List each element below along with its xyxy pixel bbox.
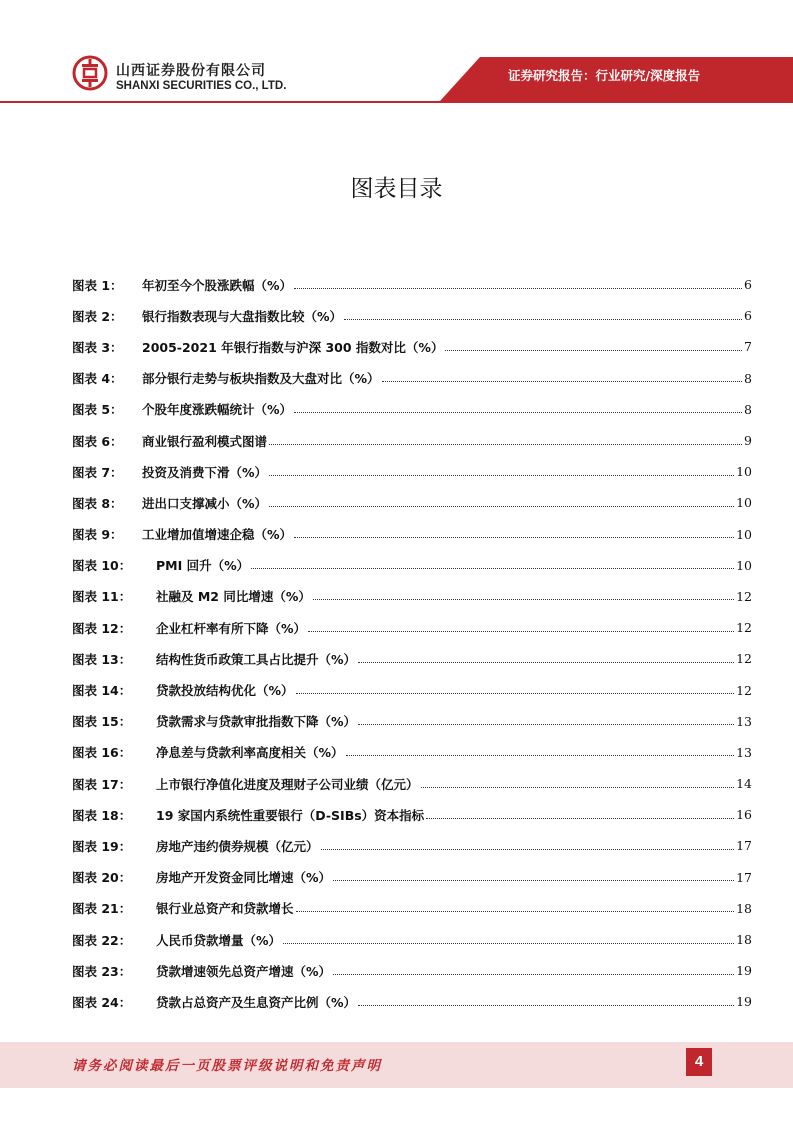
toc-entry-title: 净息差与贷款利率高度相关（%） xyxy=(156,745,344,761)
toc-entry-label: 图表 18： xyxy=(72,807,132,823)
toc-entry-title: 房地产违约债券规模（亿元） xyxy=(156,838,319,854)
toc-entry-label: 图表 1： xyxy=(72,277,123,293)
toc-entry-title: 进出口支撑减小（%） xyxy=(142,495,268,511)
toc-entry-label: 图表 23： xyxy=(72,963,132,979)
company-logo-icon xyxy=(72,55,108,91)
toc-entry-page: 12 xyxy=(736,588,752,604)
toc-entry-page: 10 xyxy=(736,557,752,573)
toc-entry-page: 12 xyxy=(736,682,752,698)
toc-dot-leader xyxy=(296,910,735,912)
toc-entry-label: 图表 15： xyxy=(72,714,132,730)
toc-entry-title: 结构性货币政策工具占比提升（%） xyxy=(156,651,357,667)
page-title: 图表目录 xyxy=(350,176,443,202)
toc-entry[interactable] xyxy=(72,799,752,830)
toc-entry-page: 10 xyxy=(736,495,752,511)
report-type-banner: 证券研究报告：行业研究/深度报告 xyxy=(508,68,701,83)
toc-dot-leader xyxy=(358,661,734,663)
toc-entry-title: 上市银行净值化进度及理财子公司业绩（亿元） xyxy=(156,776,419,792)
toc-entry-label: 图表 2： xyxy=(72,308,123,324)
toc-entry-label: 图表 13： xyxy=(72,651,132,667)
toc-entry[interactable] xyxy=(72,487,752,518)
toc-entry-title: 贷款增速领先总资产增速（%） xyxy=(156,963,332,979)
toc-entry-label: 图表 4： xyxy=(72,371,123,387)
toc-entry[interactable] xyxy=(72,456,752,487)
toc-entry-label: 图表 11： xyxy=(72,589,132,605)
toc-entry-title: 银行指数表现与大盘指数比较（%） xyxy=(142,308,343,324)
page-header xyxy=(0,0,793,110)
toc-entry-page: 6 xyxy=(744,308,752,324)
toc-entry-label: 图表 17： xyxy=(72,776,132,792)
toc-entry-label: 图表 14： xyxy=(72,683,132,699)
toc-entry-page: 17 xyxy=(736,869,752,885)
toc-entry[interactable] xyxy=(72,394,752,425)
toc-entry-label: 图表 7： xyxy=(72,464,123,480)
toc-dot-leader xyxy=(333,879,734,881)
toc-dot-leader xyxy=(426,817,734,819)
toc-entry-label: 图表 9： xyxy=(72,527,123,543)
header-divider xyxy=(0,101,793,103)
toc-entry-label: 图表 20： xyxy=(72,870,132,886)
toc-entry-title: 工业增加值增速企稳（%） xyxy=(142,527,293,543)
toc-entry-title: 社融及 M2 同比增速（%） xyxy=(156,589,311,605)
toc-entry-page: 12 xyxy=(736,651,752,667)
company-name-en: SHANXI SECURITIES CO., LTD. xyxy=(116,80,287,92)
toc-entry[interactable] xyxy=(72,737,752,768)
toc-entry[interactable] xyxy=(72,674,752,705)
toc-entry[interactable] xyxy=(72,300,752,331)
toc-entry-label: 图表 19： xyxy=(72,838,132,854)
toc-entry-label: 图表 10： xyxy=(72,558,132,574)
toc-entry-page: 18 xyxy=(736,932,752,948)
toc-entry[interactable] xyxy=(72,519,752,550)
toc-entry-label: 图表 5： xyxy=(72,402,123,418)
toc-entry[interactable] xyxy=(72,862,752,893)
toc-entry-page: 18 xyxy=(736,900,752,916)
toc-entry-page: 13 xyxy=(736,744,752,760)
toc-entry-label: 图表 8： xyxy=(72,495,123,511)
toc-dot-leader xyxy=(269,443,742,445)
toc-dot-leader xyxy=(269,505,734,507)
toc-entry-page: 7 xyxy=(744,339,752,355)
toc-dot-leader xyxy=(294,287,742,289)
toc-entry-title: 年初至今个股涨跌幅（%） xyxy=(142,277,293,293)
toc-dot-leader xyxy=(283,942,734,944)
toc-entry[interactable] xyxy=(72,269,752,300)
toc-entry-title: 19 家国内系统性重要银行（D-SIBs）资本指标 xyxy=(156,807,425,823)
toc-entry[interactable] xyxy=(72,331,752,362)
toc-entry-label: 图表 24： xyxy=(72,994,132,1010)
toc-entry[interactable] xyxy=(72,706,752,737)
toc-entry[interactable] xyxy=(72,986,752,1017)
toc-entry[interactable] xyxy=(72,612,752,643)
toc-entry-page: 13 xyxy=(736,713,752,729)
toc-dot-leader xyxy=(358,723,734,725)
table-of-figures xyxy=(72,269,752,1018)
toc-entry-title: 投资及消费下滑（%） xyxy=(142,464,268,480)
toc-dot-leader xyxy=(296,692,735,694)
toc-dot-leader xyxy=(308,630,734,632)
toc-entry[interactable] xyxy=(72,643,752,674)
toc-entry-label: 图表 16： xyxy=(72,745,132,761)
toc-dot-leader xyxy=(358,1004,734,1006)
company-name-cn: 山西证券股份有限公司 xyxy=(116,63,266,79)
toc-entry-label: 图表 6： xyxy=(72,433,123,449)
toc-entry-title: 房地产开发资金同比增速（%） xyxy=(156,870,332,886)
toc-entry-page: 17 xyxy=(736,838,752,854)
toc-dot-leader xyxy=(344,318,742,320)
toc-entry-page: 14 xyxy=(736,776,752,792)
toc-entry-title: 贷款需求与贷款审批指数下降（%） xyxy=(156,714,357,730)
toc-entry[interactable] xyxy=(72,768,752,799)
toc-entry-page: 6 xyxy=(744,277,752,293)
toc-entry[interactable] xyxy=(72,425,752,456)
toc-dot-leader xyxy=(313,598,734,600)
toc-entry-title: 商业银行盈利模式图谱 xyxy=(142,433,268,449)
toc-dot-leader xyxy=(294,536,734,538)
toc-dot-leader xyxy=(269,474,734,476)
toc-entry-label: 图表 21： xyxy=(72,901,132,917)
toc-entry-page: 16 xyxy=(736,807,752,823)
toc-entry-page: 10 xyxy=(736,526,752,542)
toc-entry-label: 图表 22： xyxy=(72,932,132,948)
footer-disclaimer: 请务必阅读最后一页股票评级说明和免责声明 xyxy=(72,1058,382,1074)
toc-entry[interactable] xyxy=(72,830,752,861)
toc-entry-title: 贷款占总资产及生息资产比例（%） xyxy=(156,994,357,1010)
toc-entry-title: 银行业总资产和贷款增长 xyxy=(156,901,294,917)
toc-entry-page: 8 xyxy=(744,370,752,386)
page-number: 4 xyxy=(686,1048,712,1076)
toc-entry[interactable] xyxy=(72,893,752,924)
toc-dot-leader xyxy=(445,349,742,351)
toc-dot-leader xyxy=(421,786,735,788)
toc-entry-page: 9 xyxy=(744,433,752,449)
toc-entry[interactable] xyxy=(72,581,752,612)
toc-entry-page: 8 xyxy=(744,401,752,417)
toc-entry-title: 企业杠杆率有所下降（%） xyxy=(156,620,307,636)
toc-entry-label: 图表 12： xyxy=(72,620,132,636)
toc-entry[interactable] xyxy=(72,955,752,986)
toc-entry-title: 贷款投放结构优化（%） xyxy=(156,683,294,699)
toc-dot-leader xyxy=(382,380,742,382)
toc-dot-leader xyxy=(333,973,734,975)
toc-entry-page: 19 xyxy=(736,994,752,1010)
toc-dot-leader xyxy=(321,848,735,850)
toc-entry[interactable] xyxy=(72,363,752,394)
toc-entry-label: 图表 3： xyxy=(72,339,123,355)
toc-dot-leader xyxy=(294,411,742,413)
toc-dot-leader xyxy=(346,754,735,756)
toc-entry-title: 人民币贷款增量（%） xyxy=(156,932,282,948)
toc-entry-title: 部分银行走势与板块指数及大盘对比（%） xyxy=(142,371,380,387)
toc-entry-page: 12 xyxy=(736,620,752,636)
toc-entry[interactable] xyxy=(72,924,752,955)
toc-entry-title: 个股年度涨跌幅统计（%） xyxy=(142,402,293,418)
toc-entry-title: PMI 回升（%） xyxy=(156,558,250,574)
toc-dot-leader xyxy=(251,567,734,569)
toc-entry-page: 19 xyxy=(736,963,752,979)
toc-entry[interactable] xyxy=(72,550,752,581)
toc-entry-title: 2005-2021 年银行指数与沪深 300 指数对比（%） xyxy=(142,339,444,355)
toc-entry-page: 10 xyxy=(736,464,752,480)
